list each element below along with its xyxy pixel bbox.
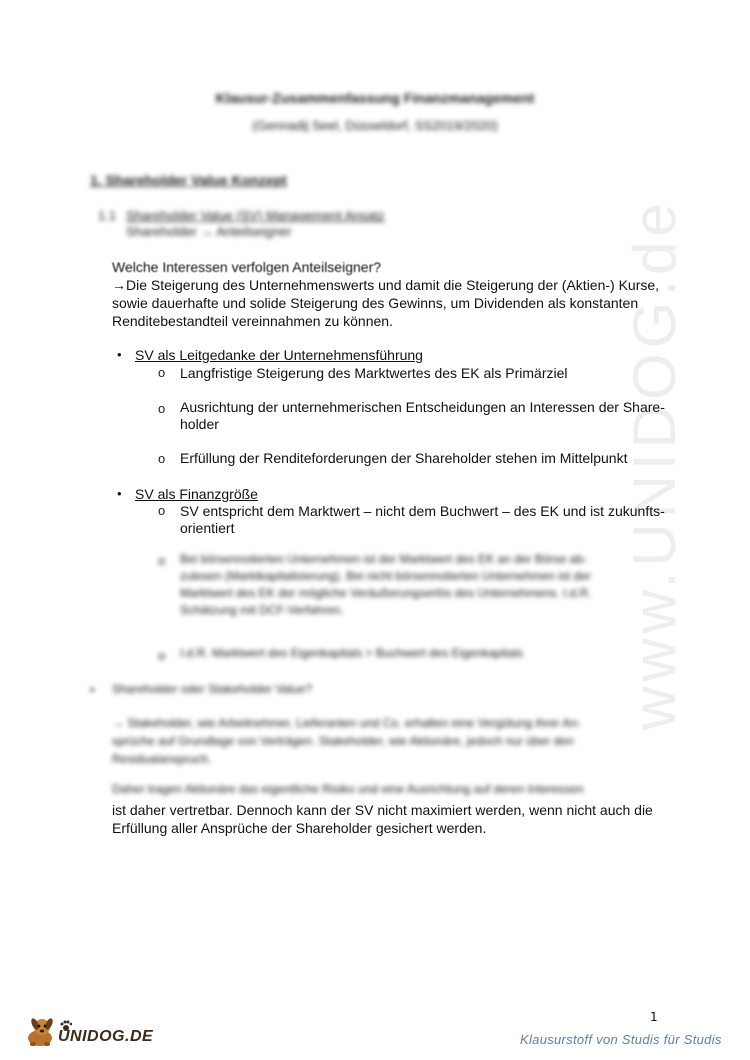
subsection-heading: Shareholder Value (SV) Management Ansatz — [126, 208, 385, 223]
conclusion-line1: Daher tragen Aktionäre das eigentliche Risiko und eine Ausrichtung auf deren Interessen — [112, 782, 584, 796]
subsection-number: 1.1 — [98, 208, 117, 223]
sub-bullet-circle: o — [158, 365, 166, 380]
logo-text: UNIDOG.DE — [58, 1028, 154, 1045]
conclusion-line3: Erfüllung aller Ansprüche der Shareholder gesichert werden. — [112, 820, 487, 836]
sub-item-boerse-line1: Bei börsennotierten Unternehmen ist der Marktwert des EK an der Börse ab- — [180, 552, 587, 566]
intro-question: Welche Interessen verfolgen Anteilseigner? — [112, 259, 382, 275]
footer-slogan: Klausurstoff von Studis für Studis — [520, 1032, 722, 1047]
stakeholder-para-line3: Residualanspruch. — [112, 752, 212, 766]
sub-item-boerse-line3: Marktwert des EK der mögliche Veräußerungserlös des Unternehmens. I.d.R. — [180, 586, 592, 600]
section-heading: 1. Shareholder Value Konzept — [90, 172, 287, 188]
bullet-dot: • — [117, 486, 122, 501]
sub-bullet-circle: o — [158, 648, 166, 663]
sub-item-boerse-line4: Schätzung mit DCF-Verfahren. — [180, 603, 344, 617]
watermark-text: www.UNIDOG.de — [621, 198, 688, 730]
document-subtitle: (Gennadij Seel, Düsseldorf, SS2019/2020) — [252, 118, 498, 133]
sub-bullet-circle: o — [158, 553, 166, 568]
document-title: Klausur-Zusammenfassung Finanzmanagement — [215, 90, 535, 106]
sub-bullet-circle: o — [158, 503, 166, 518]
sub-item-idr: I.d.R. Marktwert des Eigenkapitals > Buchwert des Eigenkapitals — [180, 646, 524, 660]
sub-item-erfuellung: Erfüllung der Renditeforderungen der Shareholder stehen im Mittelpunkt — [180, 450, 628, 466]
page-number: 1 — [650, 1010, 658, 1024]
conclusion-line2: ist daher vertretbar. Dennoch kann der SV nicht maximiert werden, wenn nicht auch die — [112, 802, 653, 818]
dog-mascot-icon — [22, 1014, 58, 1048]
subsection-line: Shareholder → Anteilseigner — [126, 224, 292, 239]
intro-line-2: sowie dauerhafte und solide Steigerung des Gewinns, um Dividenden als konstanten — [112, 295, 639, 311]
intro-line-1: →Die Steigerung des Unternehmenswerts und damit die Steigerung der (Aktien-) Kurse, — [112, 277, 660, 293]
sub-item-marktwert-line2: orientiert — [180, 520, 235, 536]
sub-item-ausrichtung-line2: holder — [180, 416, 219, 432]
sub-bullet-circle: o — [158, 401, 166, 416]
sub-item-ausrichtung-line1: Ausrichtung der unternehmerischen Entscheidungen an Interessen der Share- — [180, 399, 665, 415]
bullet-label-stakeholder: Shareholder oder Stakeholder Value? — [112, 682, 312, 696]
bullet-label-finanzgroesse: SV als Finanzgröße — [135, 486, 258, 502]
sub-item-boerse-line2: zulesen (Marktkapitalisierung). Bei nicht börsennotierten Unternehmen ist der — [180, 569, 591, 583]
sub-bullet-circle: o — [158, 451, 166, 466]
sub-item-langfristig: Langfristige Steigerung des Marktwertes des EK als Primärziel — [180, 365, 568, 381]
intro-line-3: Renditebestandteil vereinnahmen zu können. — [112, 313, 393, 329]
unidog-logo[interactable] — [22, 1014, 152, 1048]
stakeholder-para-line1: → Stakeholder, wie Arbeitnehmer, Lieferanten und Co. erhalten eine Vergütung ihrer An- — [112, 716, 581, 730]
bullet-dot: • — [117, 347, 122, 362]
sub-item-marktwert-line1: SV entspricht dem Marktwert – nicht dem Buchwert – des EK und ist zukunfts- — [180, 503, 665, 519]
stakeholder-para-line2: sprüche auf Grundlage von Verträgen. Stakeholder, wie Aktionäre, jedoch nur über den — [112, 734, 574, 748]
bullet-label-leitgedanke: SV als Leitgedanke der Unternehmensführung — [135, 347, 423, 363]
bullet-dot: • — [90, 682, 95, 697]
